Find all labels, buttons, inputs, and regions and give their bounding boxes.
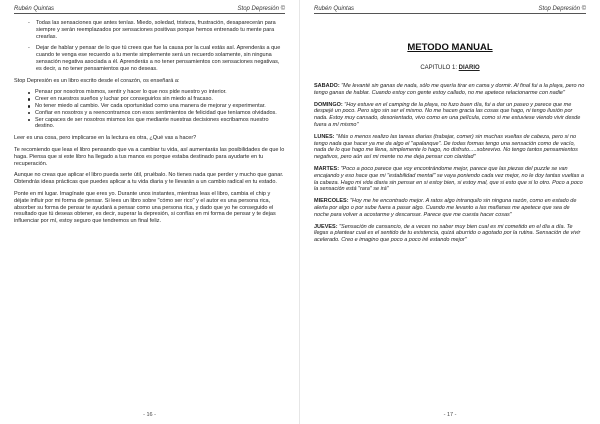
- bullet-item: No tener miedo al cambio. Ver cada oportunidad como una manera de mejorar y experimentar.: [28, 103, 285, 110]
- paragraph: Leer es una cosa, pero implicarse en la lectura es otra, ¿Qué vas a hacer?: [14, 135, 197, 142]
- diary-entry: [314, 224, 586, 244]
- diary-entry: [314, 198, 586, 218]
- paragraph: Aunque no creas que aplicar el libro pueda serte útil, pruébalo. No tienes nada que perder y mucho que ganar. Obtendrás ideas prácticas que puedes aplicar a tu vida diaria y te llevarán a un cambio radical en tu estado.: [14, 172, 284, 186]
- entry-text: "Más o menos realizo las tareas diarias (trabajar, comer) sin muchas vueltas de cabeza, pero si no tengo nada que hacer ya me da algo el "apalanque". De todas formas tengo una sensación como de vacío, nada de lo que hago me llena, simplemente lo hago, no disfruto.....sobrevivo. No tengo tantos pensamientos negativos, pero aún así mi mente no me deja pensar con claridad": [314, 133, 578, 161]
- bullet-item: Creer en nuestros sueños y luchar por conseguirlos sin miedo al fracaso.: [28, 96, 285, 103]
- entry-day: MIERCOLES:: [314, 198, 349, 205]
- entry-text: "Poco a poco parece que voy encontrándome mejor, parece que las piezas del puzzle se van encajando y eso hace que mi "estabilidad mental" se vaya poniendo cada vez mejor, no le doy tantas vueltas a la cabeza. Hago mi vida diaria sin pensar en si estoy bien, si estoy mal, que si esto que si lo otro. Poco a poco la sensación está "rara" se irá": [314, 165, 584, 193]
- left-body: [14, 20, 285, 225]
- entry-day: LUNES:: [314, 133, 335, 140]
- header-book-title: Stop Depresión ©: [538, 6, 586, 12]
- diary-entry: [314, 102, 586, 129]
- bullet-item: Confiar en nosotros y a reencontrarnos con esos sentimientos de felicidad que teníamos olvidados.: [28, 110, 285, 117]
- right-page: [300, 0, 600, 424]
- page-header: [314, 6, 586, 14]
- dash-item: - Todas las sensaciones que antes tenías. Miedo, soledad, tristeza, frustración, desaparecerán para siempre y serán reemplazados por sensaciones positivas porque hemos entrenado tu mente para crearlas.: [28, 20, 285, 40]
- diary-entries: [314, 83, 586, 244]
- diary-entry: [314, 166, 586, 193]
- intro-paragraph: Stop Depresión es un libro escrito desde el corazón, os enseñará a:: [14, 77, 180, 84]
- entry-text: "Sensación de cansancio, de a veces no saber muy bien cual es mi cometido en el día a día. Te llegas a plantear cual es el sentido de tu existencia, quizá aburrido o agotado por la rutina. Sensación de vivir acelerado. Creo e imagino que poco a poco iré estando mejor": [314, 223, 581, 244]
- page-number: - 17 -: [443, 412, 457, 418]
- chapter-heading: [314, 65, 586, 71]
- entry-text: "Hoy me he encontrado mejor. A ratos algo intranquilo sin ninguna razón, como en estado de alerta por algo o por sube fuera a pasar algo. Cuando me levanto a las mañanas me apetece que sea de noche para volver a acostarme y descansar. Parece que me cuesta hacer cosas": [314, 198, 577, 218]
- paragraph: Ponte en mi lugar. Imagínate que eres yo. Durante unos instantes, mientras leas el libro, cambia el chip y déjate influir por mi forma de pensar. Si lees un libro sobre "cómo ser rico" y el autor es una persona rica, absorber su forma de pensar te ayudará a pensar como una persona rica, y dado que yo he conseguido el resultado que tú deseas obtener, es decir, superar la depresión, si confías en mi forma de pensar y te dejas influenciar por mí, estoy seguro que tendremos un final feliz.: [14, 190, 276, 225]
- bullet-item: Pensar por nosotros mismos, sentir y hacer lo que nos pide nuestro yo interior.: [28, 89, 285, 96]
- paragraph: Te recomiendo que leas el libro pensando que va a cambiar tu vida, así aumentarás las posibilidades de que lo haga. Piensa que si este libro ha llegado a tus manos es porque estaba destinado para ayudarte en tu recuperación.: [14, 146, 285, 167]
- entry-text: "Me levanté sin ganas de nada, sólo me quería tirar en cama y dormir. Al final fui a la playa, pero no tengo ganas de hablar. Cuando estoy con gente estoy callado, no me apetece relacionarme con nadie": [314, 83, 585, 96]
- entry-day: DOMINGO:: [314, 101, 343, 108]
- bullet-item: Ser capaces de ser nosotros mismos los que mediante nuestras decisiones escribamos nuestro destino.: [28, 117, 285, 131]
- chapter-title: DIARIO: [458, 65, 480, 71]
- entry-text: "Hoy estuve en el camping de la playa, no fuzo buen día, fui a dar un paseo y parece que me despejé un poco. Pero sigo sin ser el mismo. No me hacen gracia las cosas que hago, ni tengo ilusión por nada. Estoy muy cansado, desorientado, vivo como en una película, como si me estuviese viendo vivir desde fuera a mí mismo": [314, 101, 581, 128]
- bullet-list: [14, 89, 285, 130]
- page-header: [14, 6, 285, 14]
- entry-day: MARTES:: [314, 165, 340, 172]
- entry-day: SABADO:: [314, 83, 340, 89]
- page-number: - 16 -: [143, 412, 156, 418]
- chapter-label: CAPITULO 1:: [420, 65, 457, 71]
- header-book-title: Stop Depresión ©: [237, 6, 285, 12]
- dash-list: [14, 20, 285, 73]
- header-author: Rubén Quintas: [14, 6, 55, 12]
- diary-entry: [314, 83, 586, 97]
- entry-day: JUEVES:: [314, 223, 338, 230]
- header-author: Rubén Quintas: [314, 6, 355, 12]
- section-title: METODO MANUAL: [407, 42, 493, 53]
- dash-item: - Dejar de hablar y pensar de lo que tú crees que fue la causa por la cual estás así. Aprenderás a que cuando te venga ese recuerdo a tu mente simplemente será un recuerdo solamente, sin ninguna sensación negativa asociada a él. Aprenderás a no tener pensamientos con sensaciones negativas, es decir, a no tener pensamientos que no deseas.: [28, 45, 285, 72]
- diary-entry: [314, 134, 586, 161]
